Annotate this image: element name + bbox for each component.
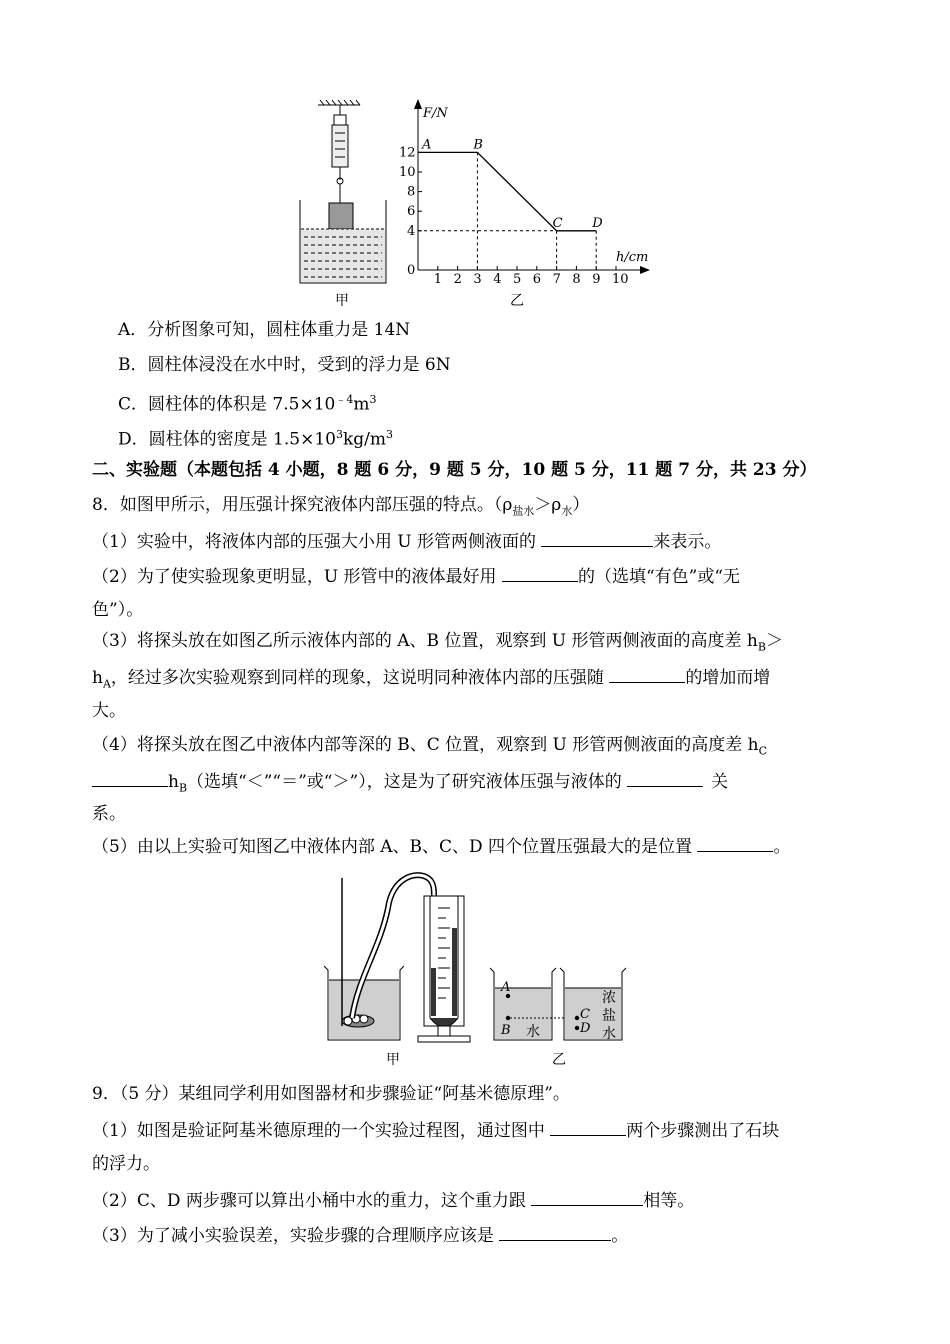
option-d-text: D．圆柱体的密度是 1.5×10	[118, 429, 336, 450]
label-water: 水	[526, 1024, 540, 1040]
q9-answer-blank-1[interactable]	[550, 1117, 626, 1136]
q9-answer-blank-3[interactable]	[499, 1222, 611, 1241]
option-c-text: C．圆柱体的体积是 7.5×10	[118, 394, 336, 415]
x-tick-label: 7	[552, 272, 561, 287]
x-tick-label: 10	[612, 272, 629, 287]
y-tick-label: 0	[407, 263, 416, 278]
label-b: B	[501, 1023, 511, 1038]
label-a: A	[501, 980, 511, 995]
force-depth-chart	[399, 99, 650, 287]
figure-1	[290, 95, 670, 310]
label-brine-3: 水	[602, 1026, 616, 1042]
point-label-d: D	[592, 215, 603, 231]
q8-part3	[92, 629, 783, 659]
x-tick-label: 2	[453, 272, 462, 287]
q9-part2-text: （2）C、D 两步骤可以算出小桶中水的重力，这个重力跟	[92, 1191, 526, 1211]
section-heading: 二、实验题（本题包括 4 小题，8 题 6 分，9 题 5 分，10 题 5 分，11 题 7 分，共 23 分）	[92, 460, 817, 480]
q8-stem-sub2: 水	[561, 504, 573, 518]
q8-part4	[92, 733, 767, 763]
q8-answer-blank-4[interactable]	[92, 768, 168, 787]
q9-stem: 9．（5 分）某组同学利用如图器材和步骤验证“阿基米德原理”。	[92, 1084, 570, 1104]
point-label-c: C	[552, 215, 563, 231]
y-tick-label: 10	[399, 165, 416, 180]
figure-2-caption-left: 甲	[386, 1052, 400, 1068]
option-d-exp: 3	[335, 428, 343, 441]
x-tick-label: 8	[572, 272, 581, 287]
point-d-marker	[575, 1026, 579, 1030]
q8-answer-blank-2[interactable]	[502, 563, 578, 582]
y-tick-label: 6	[407, 204, 416, 220]
option-c-unit: m	[353, 394, 370, 415]
q9-part1-end: 两个步骤测出了石块	[626, 1121, 780, 1141]
figure-1-caption-left: 甲	[335, 293, 349, 309]
u-tube-gauge	[418, 896, 470, 1042]
force-curve	[418, 152, 596, 230]
y-tick-label: 12	[399, 145, 416, 161]
q8-stem-mid: ＞ρ	[534, 495, 562, 515]
option-d-unit-exp: 3	[385, 428, 393, 441]
cylinder	[329, 203, 353, 229]
q8-answer-blank-1[interactable]	[541, 528, 653, 547]
y-tick-label: 8	[407, 184, 416, 200]
q8-part2-cont: 色”）。	[92, 600, 144, 620]
q9-part1-text: （1）如图是验证阿基米德原理的一个实验过程图，通过图中	[92, 1121, 545, 1141]
label-d: D	[580, 1021, 591, 1036]
q8-part3-cont2: 大。	[92, 701, 126, 721]
q8-part2-text: （2）为了使实验现象更明显，U 形管中的液体最好用	[92, 567, 497, 587]
q8-stem-end: ）	[572, 495, 590, 515]
q8-part1-text: （1）实验中，将液体内部的压强大小用 U 形管两侧液面的	[92, 532, 536, 552]
q9-part1	[92, 1117, 779, 1143]
x-tick-label: 6	[532, 272, 542, 287]
x-axis-arrow	[640, 266, 650, 274]
label-c: C	[580, 1007, 590, 1022]
q9-part2-end: 相等。	[643, 1191, 695, 1211]
point-label-b: B	[473, 137, 483, 153]
option-c-unit-exp: 3	[369, 393, 377, 406]
y-axis-arrow	[414, 99, 422, 109]
q9-part3-end: 。	[611, 1226, 629, 1246]
q8-part3-gt: ＞	[765, 631, 783, 651]
ceiling	[318, 100, 360, 105]
option-d	[118, 423, 393, 452]
q8-part3-h: h	[92, 668, 103, 688]
label-brine-2: 盐	[602, 1008, 616, 1024]
y-axis-label: F/N	[423, 106, 448, 121]
q8-part3-sub1: B	[757, 640, 766, 654]
q8-part4-cont2: 系。	[92, 804, 126, 824]
option-b: B．圆柱体浸没在水中时，受到的浮力是 6N	[118, 355, 451, 375]
q8-part4-text: （4）将探头放在图乙中液体内部等深的 B、C 位置，观察到 U 形管两侧液面的高度差 h	[92, 735, 759, 755]
y-tick-label: 4	[407, 223, 416, 239]
q8-part4-cont	[92, 768, 728, 800]
x-tick-label: 3	[473, 272, 482, 287]
x-tick-label: 5	[513, 272, 522, 287]
q8-answer-blank-5[interactable]	[627, 768, 703, 787]
label-brine-1: 浓	[602, 990, 616, 1006]
x-axis-label: h/cm	[616, 250, 649, 265]
x-tick-label: 1	[433, 272, 443, 287]
q8-part3-sub2: A	[102, 677, 111, 691]
q8-part5-end: 。	[773, 837, 791, 857]
point-b-marker	[506, 1016, 510, 1020]
q8-answer-blank-6[interactable]	[697, 833, 773, 852]
q8-stem-sub1: 盐水	[512, 504, 535, 518]
q8-part2	[92, 563, 740, 589]
q8-part3-end: 的增加而增	[685, 668, 771, 688]
q8-part3-text2: ，经过多次实验观察到同样的现象，这说明同种液体内部的压强随	[110, 668, 604, 688]
beaker-water	[490, 968, 556, 1040]
q9-answer-blank-2[interactable]	[531, 1187, 643, 1206]
q9-part2	[92, 1187, 694, 1213]
q9-part1-cont: 的浮力。	[92, 1154, 160, 1174]
probe	[342, 1015, 374, 1027]
point-c-marker	[575, 1016, 579, 1020]
x-tick-label: 9	[592, 272, 601, 287]
q8-part3-cont	[92, 664, 770, 696]
q8-part5	[92, 833, 790, 859]
option-c-exp: ﹣4	[335, 393, 354, 406]
beaker-brine	[560, 968, 626, 1040]
q8-part1	[92, 528, 721, 554]
x-tick-label: 4	[493, 272, 502, 287]
q8-part4-end: 关	[711, 772, 729, 792]
q9-part3	[92, 1222, 628, 1248]
option-d-unit: kg/m	[342, 429, 386, 450]
q9-part3-text: （3）为了减小实验误差，实验步骤的合理顺序应该是	[92, 1226, 494, 1246]
figure-1-caption-right: 乙	[510, 293, 524, 309]
option-a: A．分析图象可知，圆柱体重力是 14N	[118, 320, 411, 340]
figure-2	[320, 868, 640, 1074]
q8-part4-sub1: C	[758, 744, 768, 758]
q8-stem-text: 8．如图甲所示，用压强计探究液体内部压强的特点。（ρ	[92, 495, 513, 515]
q8-stem	[92, 493, 589, 523]
q8-part2-end: 的（选填“有色”或“无	[577, 567, 741, 587]
spring-balance	[332, 105, 348, 203]
figure-2-caption-right: 乙	[552, 1052, 566, 1068]
q8-part4-h: h	[168, 772, 179, 792]
q8-part3-text: （3）将探头放在如图乙所示液体内部的 A、B 位置，观察到 U 形管两侧液面的高度差 h	[92, 631, 758, 651]
point-label-a: A	[422, 137, 432, 153]
q8-part4-text2: （选填“＜”“＝”或“＞”），这是为了研究液体压强与液体的	[187, 772, 622, 792]
option-c	[118, 388, 376, 417]
q8-part4-sub2: B	[178, 781, 188, 795]
q8-answer-blank-3[interactable]	[609, 664, 685, 683]
q8-part5-text: （5）由以上实验可知图乙中液体内部 A、B、C、D 四个位置压强最大的是位置	[92, 837, 693, 857]
q8-part1-end: 来表示。	[653, 532, 722, 552]
